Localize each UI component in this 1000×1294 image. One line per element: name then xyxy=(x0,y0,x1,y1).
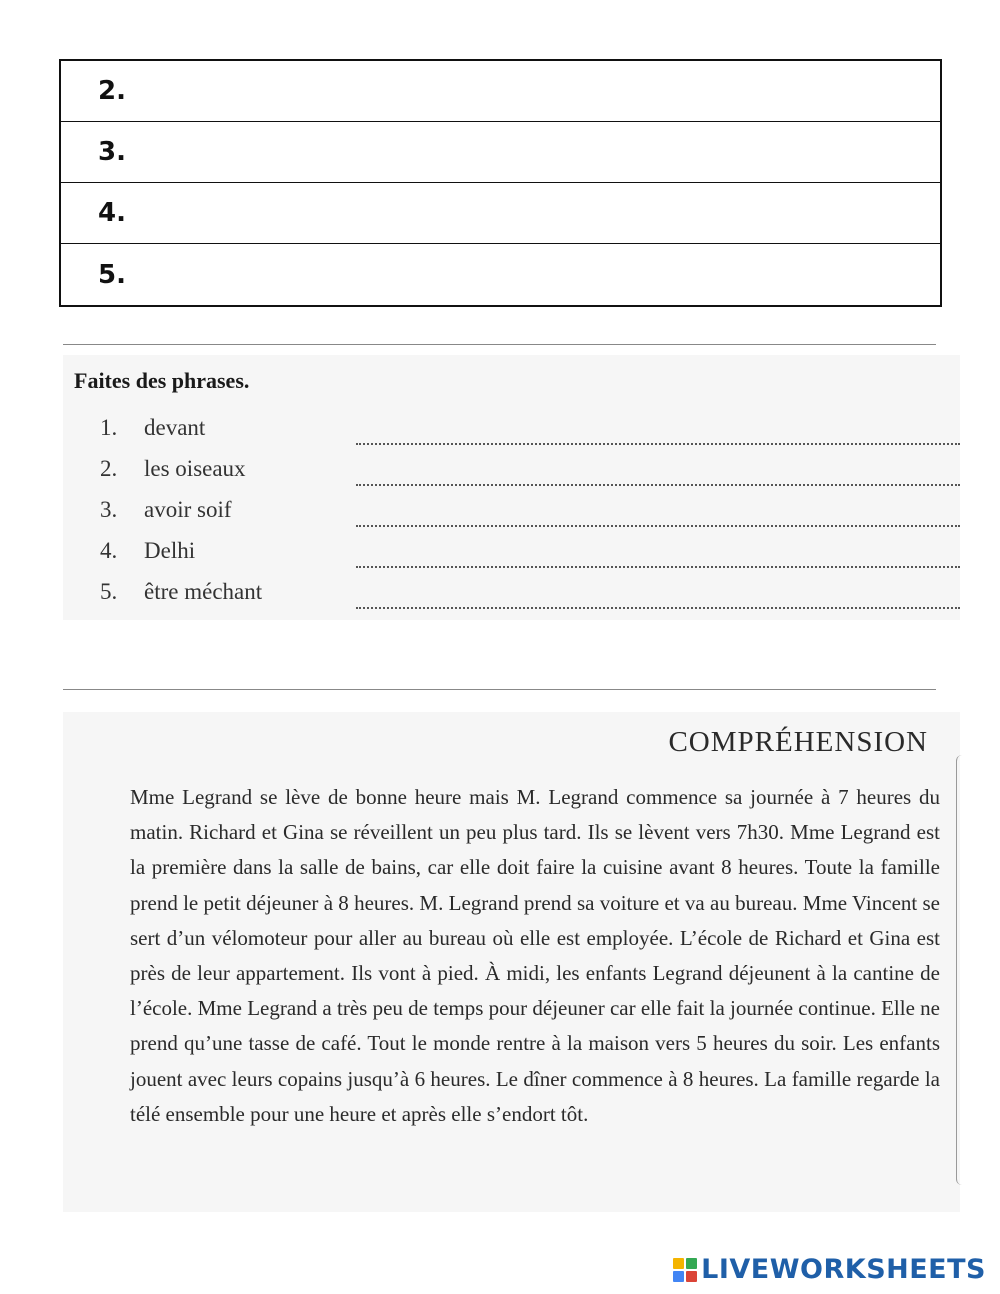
liveworksheets-logo xyxy=(673,1254,986,1285)
answer-field-3[interactable] xyxy=(126,122,940,182)
logo-grid-icon xyxy=(673,1258,697,1282)
comprehension-section xyxy=(63,712,960,1212)
phrase-word: avoir soif xyxy=(144,497,232,522)
phrase-answer-line[interactable] xyxy=(356,538,960,568)
phrase-number: 3. xyxy=(100,497,118,522)
answer-row-label: 5. xyxy=(98,259,126,290)
answer-field-5[interactable] xyxy=(126,244,940,305)
answer-row-2 xyxy=(61,61,940,122)
comprehension-text: Mme Legrand se lève de bonne heure mais M. Legrand commence sa journée à 7 heures du matin. Richard et Gina se réveillent un peu plus tard. Ils se lèvent vers 7h30. Mme Legrand est la première dans la salle de bains, car elle doit faire la cuisine avant 8 heures. Toute la famille prend le petit déjeuner à 8 heures. M. Legrand prend sa voiture et va au bureau. Mme Vincent se sert d’un vélomoteur pour aller au bureau où elle est employée. L’école de Richard et Gina est près de leur appartement. Ils vont à pied. À midi, les enfants Legrand déjeunent à la cantine de l’école. Mme Legrand a très peu de temps pour déjeuner car elle fait la journée continue. Elle ne prend qu’une tasse de café. Tout le monde rentre à la maison vers 5 heures du soir. Les enfants jouent avec leurs copains jusqu’à 6 heures. Le dîner commence à 8 heures. La famille regarde la télé ensemble pour une heure et après elle s’endort tôt. xyxy=(130,785,940,1126)
phrase-item xyxy=(63,579,960,615)
phrase-item xyxy=(63,538,960,574)
comprehension-title: COMPRÉHENSION xyxy=(668,726,928,758)
phrase-number: 2. xyxy=(100,456,118,481)
phrase-number: 5. xyxy=(100,579,118,604)
section-divider xyxy=(63,689,936,690)
phrases-title: Faites des phrases. xyxy=(74,368,250,393)
phrase-answer-line[interactable] xyxy=(356,415,960,445)
phrase-item xyxy=(63,497,960,533)
phrase-number: 4. xyxy=(100,538,118,563)
phrase-word: être méchant xyxy=(144,579,263,604)
answer-row-5 xyxy=(61,244,940,305)
phrase-number: 1. xyxy=(100,415,118,440)
section-divider xyxy=(63,344,936,345)
phrase-item xyxy=(63,415,960,451)
answer-table xyxy=(59,59,942,307)
phrase-word: devant xyxy=(144,415,206,440)
answer-row-label: 2. xyxy=(98,76,126,106)
phrase-item xyxy=(63,456,960,492)
phrase-word: les oiseaux xyxy=(144,456,246,481)
logo-text: LIVEWORKSHEETS xyxy=(701,1254,986,1285)
phrase-answer-line[interactable] xyxy=(356,497,960,527)
phrases-exercise xyxy=(63,355,960,620)
answer-row-3 xyxy=(61,122,940,183)
bracket-decoration xyxy=(956,755,963,1185)
phrase-word: Delhi xyxy=(144,538,196,563)
answer-field-2[interactable] xyxy=(126,61,940,121)
answer-row-label: 3. xyxy=(98,137,126,167)
answer-row-4 xyxy=(61,183,940,244)
phrase-answer-line[interactable] xyxy=(356,579,960,609)
answer-row-label: 4. xyxy=(98,198,126,228)
answer-field-4[interactable] xyxy=(126,183,940,243)
phrase-answer-line[interactable] xyxy=(356,456,960,486)
